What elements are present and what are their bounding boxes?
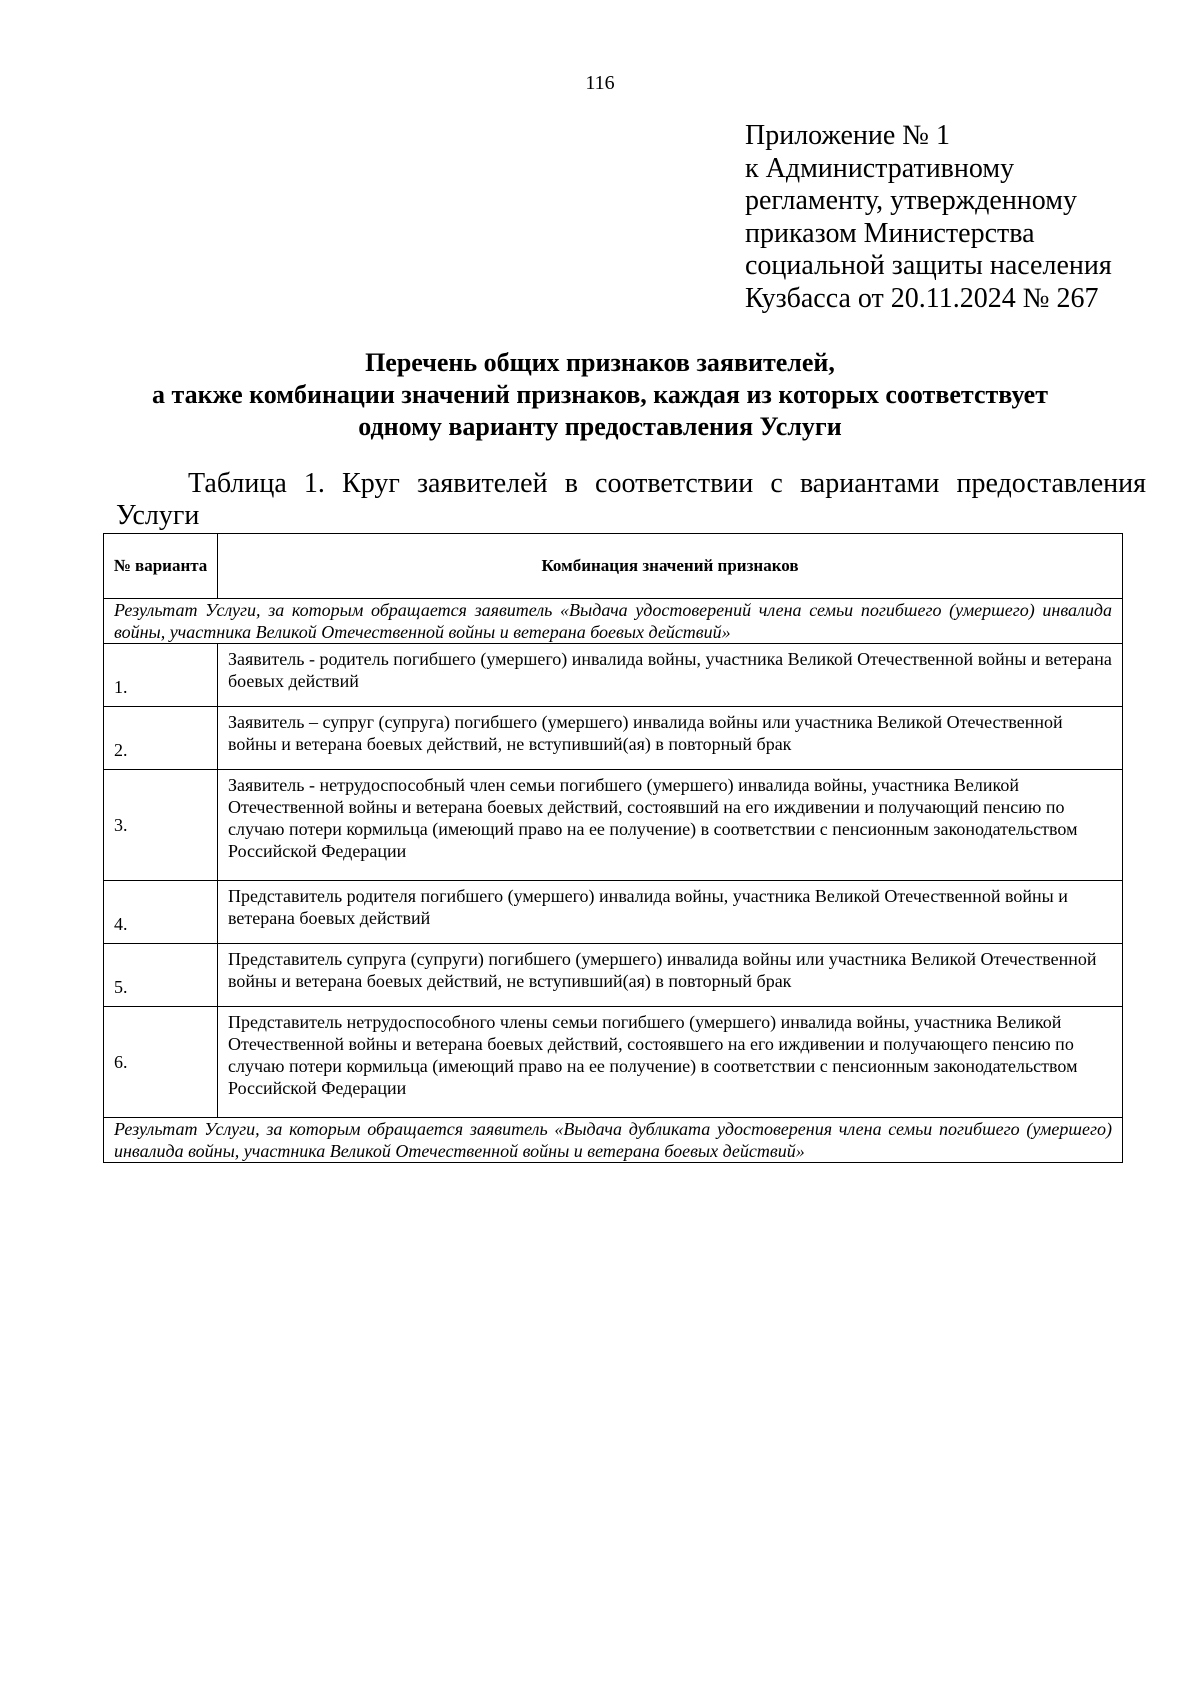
table-caption (118, 468, 1146, 532)
document-title (0, 347, 1200, 443)
table-row (104, 1007, 1123, 1118)
header-combination: Комбинация значений признаков (218, 534, 1123, 599)
combination-cell: Представитель супруга (супруги) погибшего (умершего) инвалида войны или участника Великой Отечественной войны и ветерана боевых действий, не вступивший(ая) в повторный брак (218, 944, 1123, 1007)
result-row (104, 1118, 1123, 1163)
table-caption-line: Услуги (116, 500, 200, 531)
title-line: а также комбинации значений признаков, каждая из которых соответствует (152, 380, 1048, 409)
applicants-table (103, 533, 1123, 1163)
table-row (104, 881, 1123, 944)
table-row (104, 644, 1123, 707)
result-cell: Результат Услуги, за которым обращается заявитель «Выдача дубликата удостоверения члена семьи погибшего (умершего) инвалида войны, участника Великой Отечественной войны и ветерана боевых действий» (104, 1118, 1123, 1163)
appendix-line: приказом Министерства (745, 217, 1035, 249)
variant-number-cell: 1. (104, 644, 218, 707)
combination-cell: Заявитель - нетрудоспособный член семьи погибшего (умершего) инвалида войны, участника Великой Отечественной войны и ветерана боевых действий, состоявший на его иждивении и получающий пенсию по случаю потери кормильца (имеющий право на ее получение) в соответствии с пенсионным законодательством Российской Федерации (218, 770, 1123, 881)
table-header-row (104, 534, 1123, 599)
appendix-line: регламенту, утвержденному (745, 185, 1077, 216)
page-number: 116 (585, 72, 615, 94)
table-row (104, 944, 1123, 1007)
header-variant-number: № варианта (104, 534, 218, 599)
combination-cell: Представитель родителя погибшего (умершего) инвалида войны, участника Великой Отечественной войны и ветерана боевых действий (218, 881, 1123, 944)
combination-cell: Заявитель - родитель погибшего (умершего) инвалида войны, участника Великой Отечественной войны и ветерана боевых действий (218, 644, 1123, 707)
result-row (104, 599, 1123, 644)
variant-number-cell: 6. (104, 1007, 218, 1118)
variant-number-cell: 2. (104, 707, 218, 770)
table-row (104, 707, 1123, 770)
variant-number-cell: 4. (104, 881, 218, 944)
table-row (104, 770, 1123, 881)
result-cell: Результат Услуги, за которым обращается заявитель «Выдача удостоверений члена семьи погибшего (умершего) инвалида войны, участника Великой Отечественной войны и ветерана боевых действий» (104, 599, 1123, 644)
title-line: одному варианту предоставления Услуги (358, 412, 842, 441)
title-line: Перечень общих признаков заявителей, (365, 348, 835, 377)
table-caption-line: Таблица 1. Круг заявителей в соответствии с вариантами предоставления (188, 468, 1146, 499)
combination-cell: Заявитель – супруг (супруга) погибшего (умершего) инвалида войны или участника Великой Отечественной войны и ветерана боевых действий, не вступивший(ая) в повторный брак (218, 707, 1123, 770)
appendix-line: социальной защиты населения (745, 250, 1112, 281)
combination-cell: Представитель нетрудоспособного члены семьи погибшего (умершего) инвалида войны, участника Великой Отечественной войны и ветерана боевых действий, состоявшего на его иждивении и получающего пенсию по случаю потери кормильца (имеющий право на ее получение) в соответствии с пенсионным законодательством Российской Федерации (218, 1007, 1123, 1118)
appendix-line: Приложение № 1 (745, 120, 950, 151)
variant-number-cell: 5. (104, 944, 218, 1007)
variant-number-cell: 3. (104, 770, 218, 881)
appendix-line: к Административному (745, 152, 1015, 184)
appendix-block (745, 120, 1165, 315)
appendix-line: Кузбасса от 20.11.2024 № 267 (745, 282, 1099, 314)
